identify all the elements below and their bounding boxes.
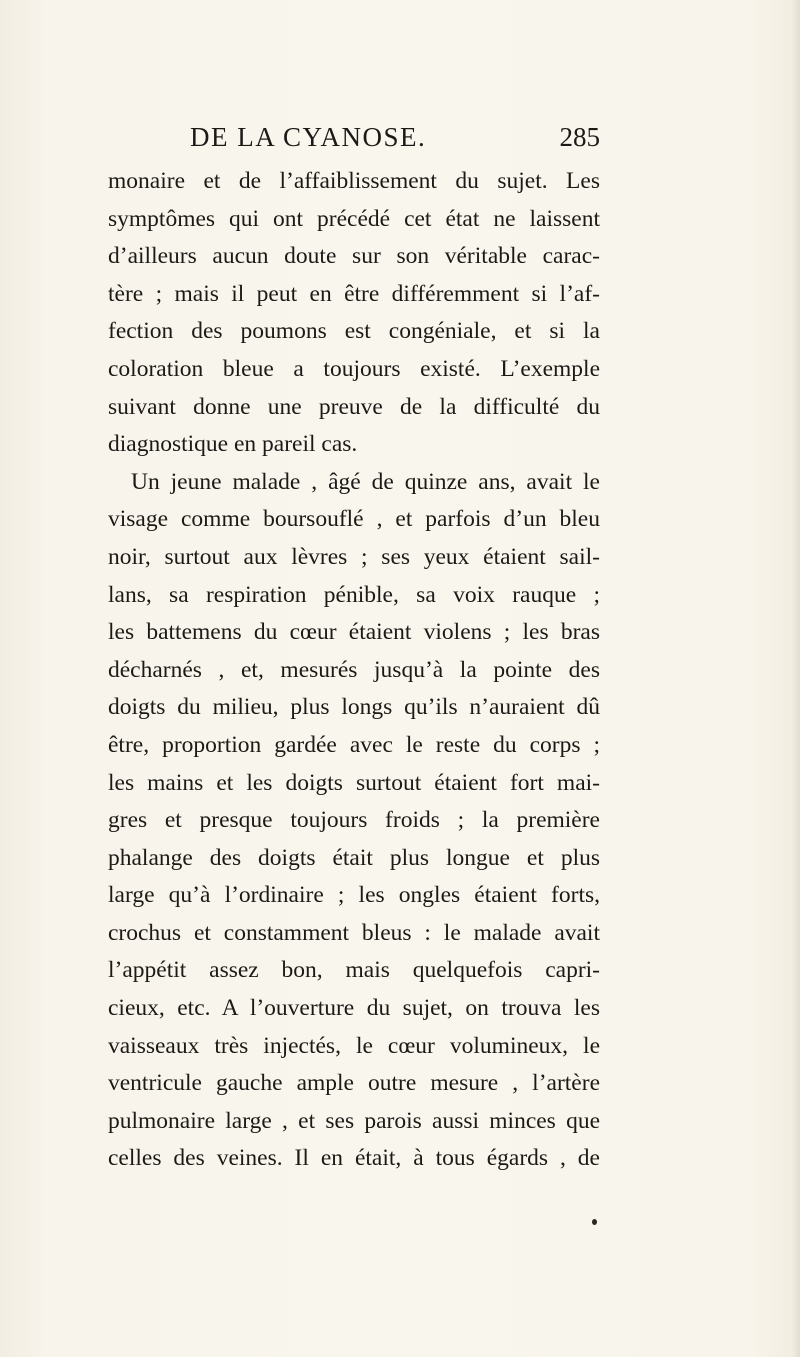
ink-speck	[592, 1219, 597, 1225]
text-line: monaire et de l’affaiblissement du sujet. Les	[108, 168, 600, 194]
text-line: large qu’à l’ordinaire ; les ongles étaient forts,	[108, 882, 600, 909]
text-line: doigts du milieu, plus longs qu’ils n’auraient dû	[108, 694, 600, 721]
text-line: noir, surtout aux lèvres ; ses yeux étaient sail-	[108, 543, 600, 570]
text-line: gres et presque toujours froids ; la première	[108, 807, 600, 834]
body-text	[108, 163, 600, 1178]
text-line: fection des poumons est congéniale, et si la	[108, 318, 600, 345]
page-number: 285	[559, 122, 600, 152]
text-line: crochus et constamment bleus : le malade avait	[108, 919, 600, 946]
text-line: cieux, etc. A l’ouverture du sujet, on trouva les	[108, 995, 600, 1022]
text-line: lans, sa respiration pénible, sa voix rauque ;	[108, 581, 600, 608]
page-header	[108, 120, 600, 154]
text-line: visage comme boursouflé , et parfois d’un bleu	[108, 506, 600, 533]
text-line: l’appétit assez bon, mais quelquefois capri-	[108, 957, 600, 984]
text-line: symptômes qui ont précédé cet état ne laissent	[108, 205, 600, 232]
text-line: être, proportion gardée avec le reste du corps ;	[108, 731, 600, 758]
text-line: les battemens du cœur étaient violens ; les bras	[108, 619, 600, 646]
text-line: celles des veines. Il en était, à tous égards , de	[108, 1145, 600, 1172]
text-line: les mains et les doigts surtout étaient fort mai-	[108, 769, 600, 796]
text-line: pulmonaire large , et ses parois aussi minces que	[108, 1107, 600, 1134]
text-line: d’ailleurs aucun doute sur son véritable carac-	[108, 243, 600, 270]
text-line: suivant donne une preuve de la difficulté du	[108, 393, 600, 420]
text-line: coloration bleue a toujours existé. L’exemple	[108, 355, 600, 382]
text-line: vaisseaux très injectés, le cœur volumineux, le	[108, 1032, 600, 1059]
text-line: tère ; mais il peut en être différemment si l’af-	[108, 280, 600, 307]
text-line: diagnostique en pareil cas.	[108, 431, 358, 458]
text-line: phalange des doigts était plus longue et plus	[108, 844, 600, 871]
text-line: Un jeune malade , âgé de quinze ans, avait le	[131, 468, 600, 495]
running-title: DE LA CYANOSE.	[190, 122, 427, 152]
page-edge-shadow	[792, 0, 800, 1357]
text-line: ventricule gauche ample outre mesure , l’artère	[108, 1070, 600, 1097]
text-line: décharnés , et, mesurés jusqu’à la pointe des	[108, 656, 600, 683]
